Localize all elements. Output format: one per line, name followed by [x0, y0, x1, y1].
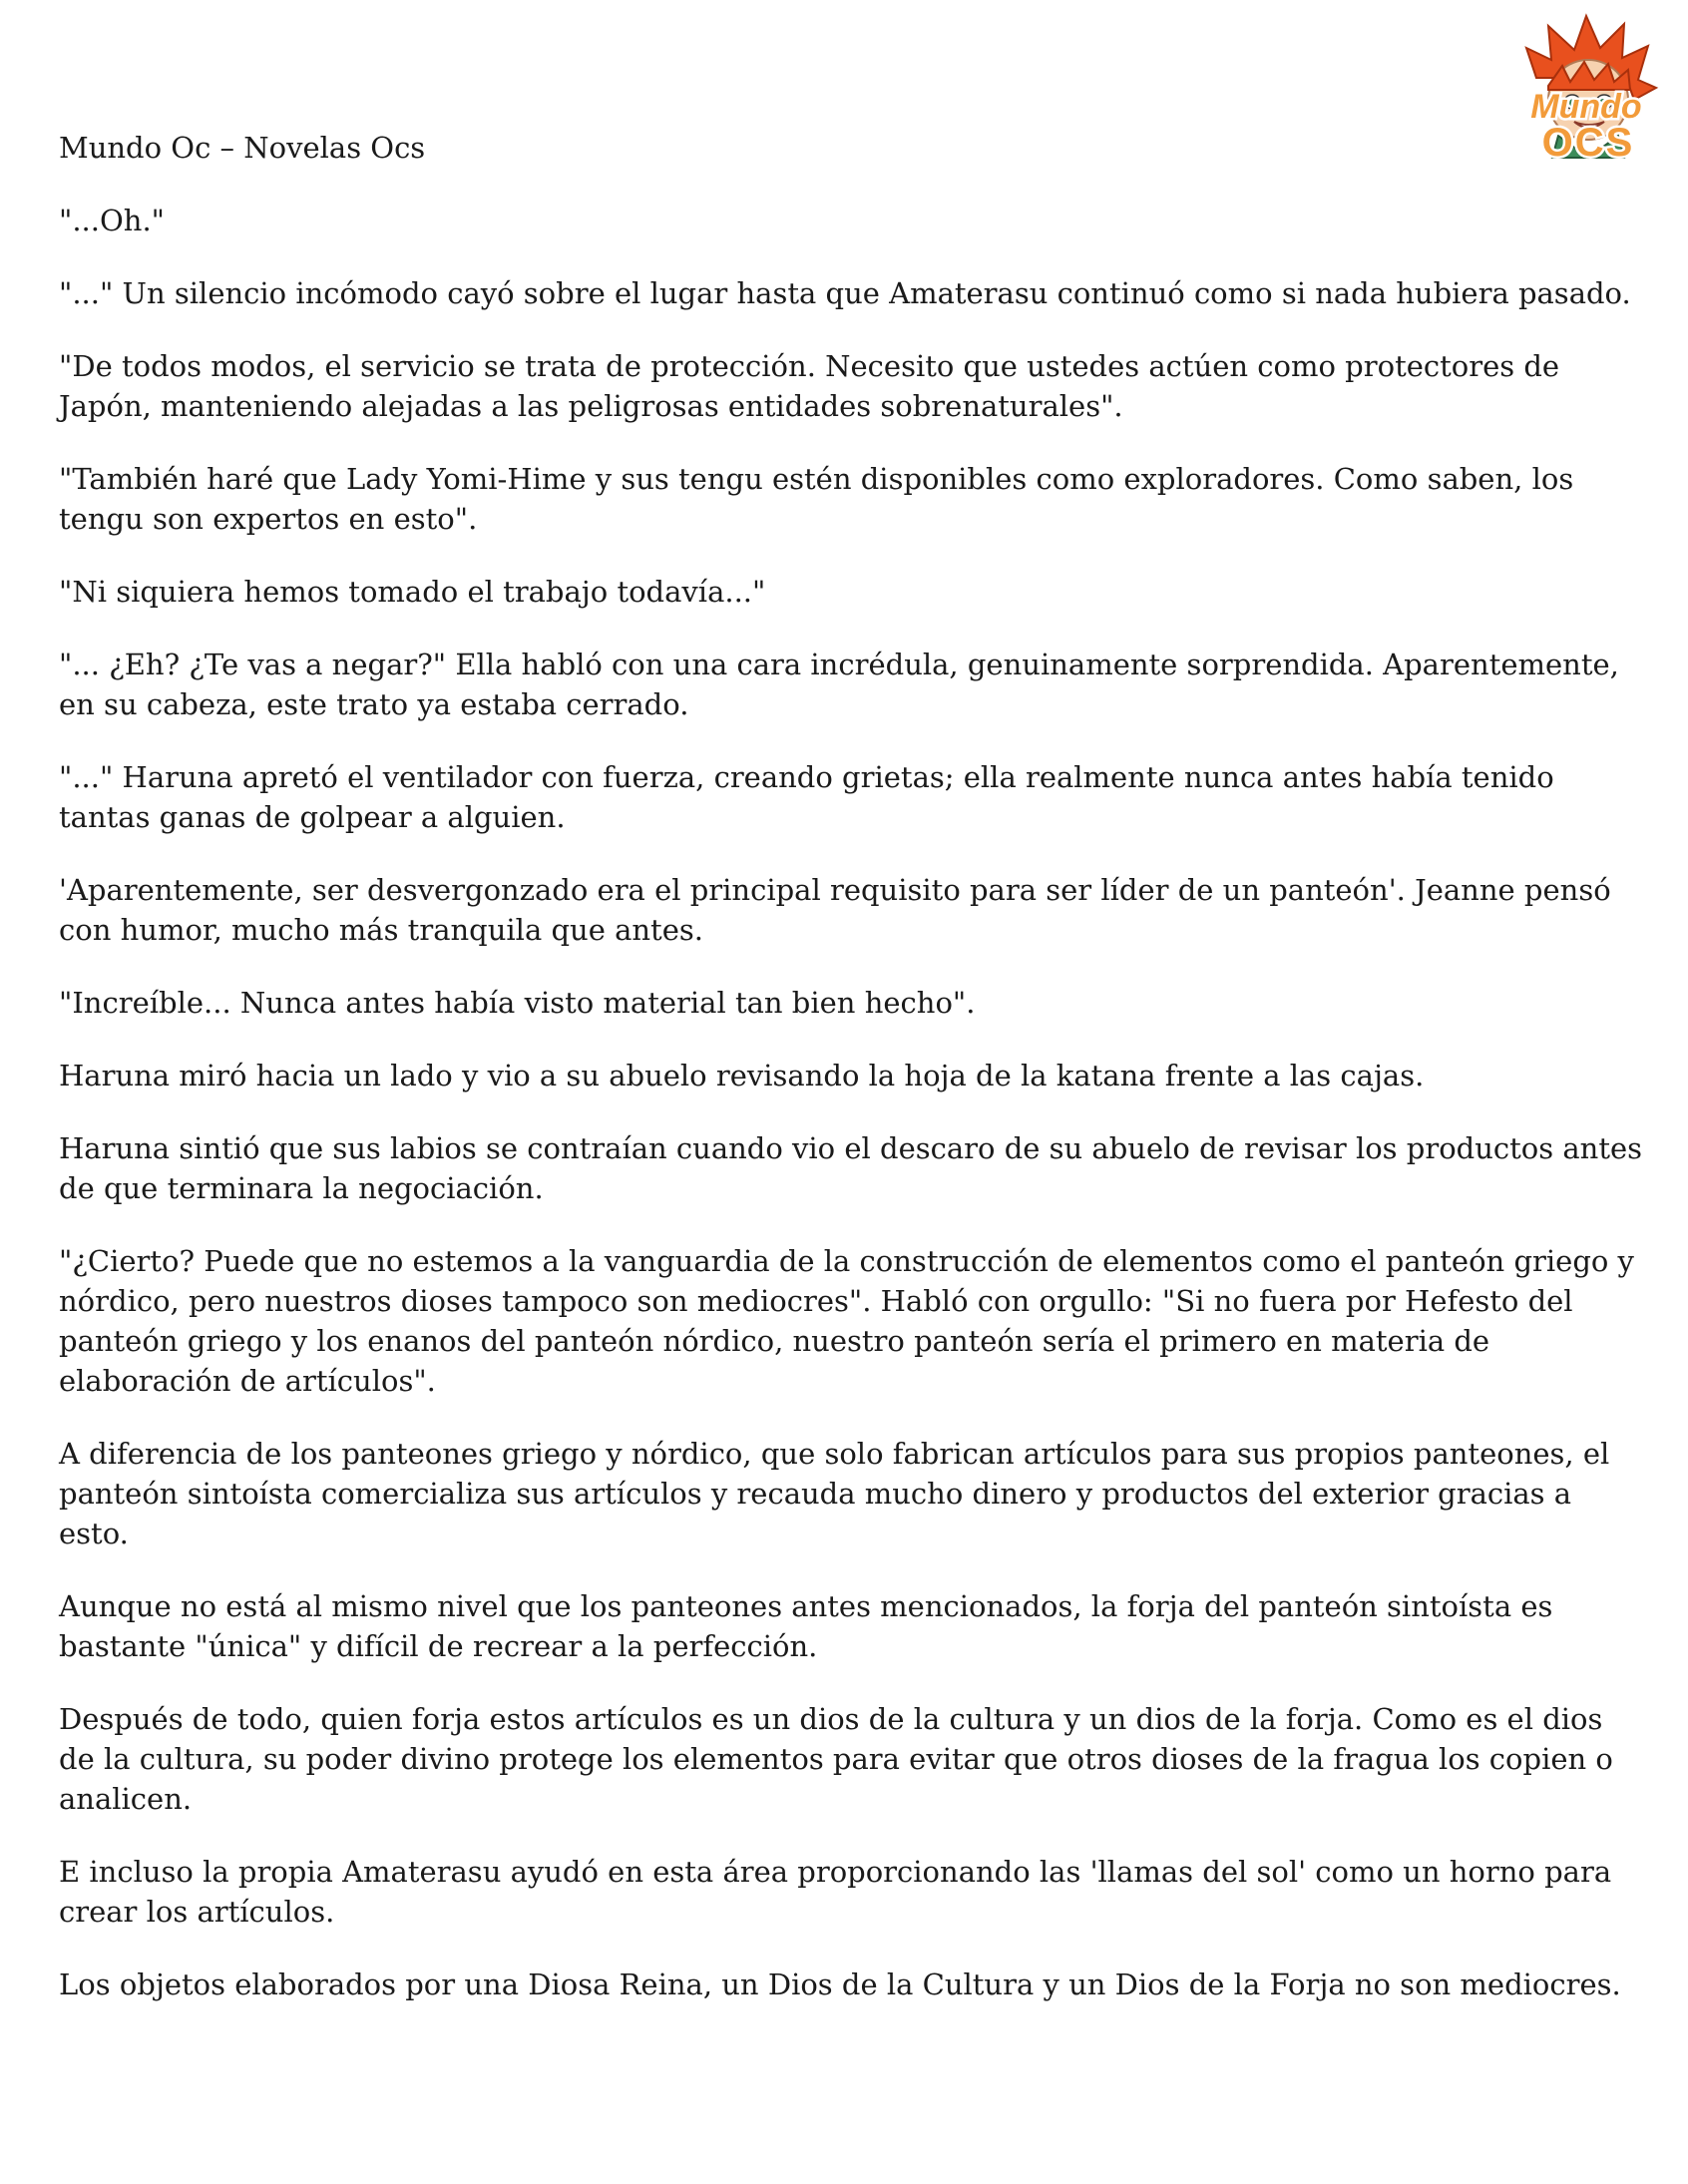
- paragraph: "También haré que Lady Yomi-Hime y sus tengu estén disponibles como exploradores. Como saben, los tengu son expertos en esto".: [59, 462, 1574, 536]
- logo-text-bottom: OCS: [1541, 121, 1635, 165]
- logo-text-top: Mundo: [1530, 88, 1642, 126]
- paragraph: Después de todo, quien forja estos artículos es un dios de la cultura y un dios de la forja. Como es el dios de la cultura, su poder divino protege los elementos para evitar que otros dioses de la fragua los copien o analicen.: [59, 1702, 1613, 1816]
- paragraph: E incluso la propia Amaterasu ayudó en esta área proporcionando las 'llamas del sol' como un horno para crear los artículos.: [59, 1855, 1612, 1929]
- paragraph: Haruna sintió que sus labios se contraían cuando vio el descaro de su abuelo de revisar los productos antes de que terminara la negociación.: [59, 1131, 1643, 1205]
- paragraph: "...Oh.": [59, 204, 166, 237]
- document-body: [59, 128, 1645, 2037]
- paragraph: "Increíble... Nunca antes había visto material tan bien hecho".: [59, 986, 976, 1020]
- paragraph: Los objetos elaborados por una Diosa Reina, un Dios de la Cultura y un Dios de la Forja no son mediocres.: [59, 1967, 1621, 2001]
- paragraph: Aunque no está al mismo nivel que los panteones antes mencionados, la forja del panteón sintoísta es bastante "única" y difícil de recrear a la perfección.: [59, 1589, 1553, 1663]
- paragraph: A diferencia de los panteones griego y nórdico, que solo fabrican artículos para sus propios panteones, el panteón sintoísta comercializa sus artículos y recauda mucho dinero y productos del exterior gracias a esto.: [59, 1437, 1610, 1550]
- paragraph: "¿Cierto? Puede que no estemos a la vanguardia de la construcción de elementos como el panteón griego y nórdico, pero nuestros dioses tampoco son mediocres". Habló con orgullo: "Si no fuera por Hefesto del panteón griego y los enanos del panteón nórdico, nuestro panteón sería el primero en materia de elaboración de artículos".: [59, 1244, 1634, 1398]
- paragraph: "Ni siquiera hemos tomado el trabajo todavía...": [59, 575, 766, 609]
- paragraph: "De todos modos, el servicio se trata de protección. Necesito que ustedes actúen como protectores de Japón, manteniendo alejadas a las peligrosas entidades sobrenaturales".: [59, 349, 1560, 423]
- paragraph: "..." Un silencio incómodo cayó sobre el lugar hasta que Amaterasu continuó como si nada hubiera pasado.: [59, 276, 1631, 310]
- paragraph: "... ¿Eh? ¿Te vas a negar?" Ella habló con una cara incrédula, genuinamente sorprendida. Aparentemente, en su cabeza, este trato ya estaba cerrado.: [59, 648, 1619, 721]
- site-title: Mundo Oc – Novelas Ocs: [59, 131, 426, 165]
- paragraph: Haruna miró hacia un lado y vio a su abuelo revisando la hoja de la katana frente a las cajas.: [59, 1059, 1425, 1092]
- paragraph: 'Aparentemente, ser desvergonzado era el principal requisito para ser líder de un panteón'. Jeanne pensó con humor, mucho más tranquila que antes.: [59, 873, 1611, 947]
- paragraph: "..." Haruna apretó el ventilador con fuerza, creando grietas; ella realmente nunca antes había tenido tantas ganas de golpear a alguien.: [59, 760, 1554, 834]
